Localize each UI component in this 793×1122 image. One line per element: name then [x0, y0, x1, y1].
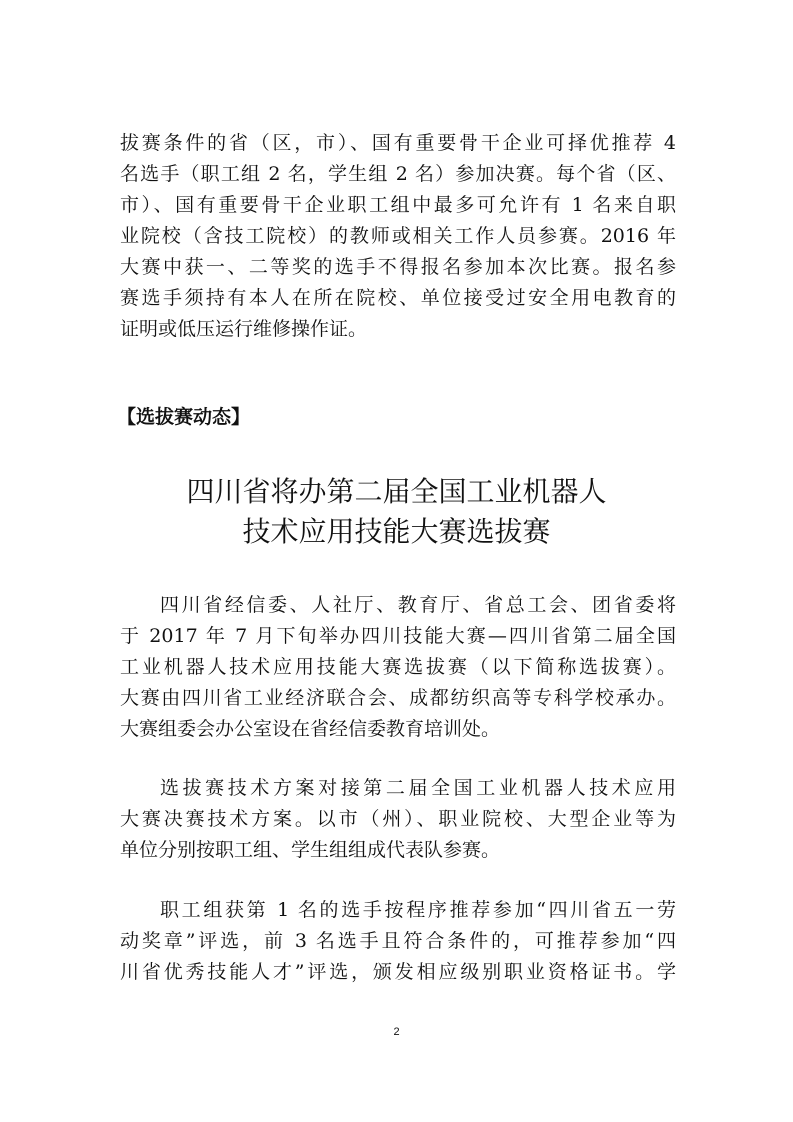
intro-line: 拔赛条件的省（区，市）、国有重要骨干企业可择优推荐 4 [120, 132, 676, 154]
body-paragraph-1 [120, 590, 676, 745]
article-title-line: 技术应用技能大赛选拔赛 [242, 515, 551, 548]
paragraph-line: 选拔赛技术方案对接第二届全国工业机器人技术应用 [160, 777, 676, 799]
article-title [0, 472, 793, 552]
article-title-line: 四川省将办第二届全国工业机器人 [186, 475, 607, 508]
intro-line: 市）、国有重要骨干企业职工组中最多可允许有 1 名来自职 [120, 194, 676, 216]
paragraph-line: 四川省经信委、人社厅、教育厅、省总工会、团省委将 [160, 594, 676, 616]
paragraph-line: 大赛组委会办公室设在省经信委教育培训处。 [120, 718, 501, 740]
paragraph-line: 于 2017 年 7 月下旬举办四川技能大赛—四川省第二届全国 [120, 625, 676, 647]
intro-line: 大赛中获一、二等奖的选手不得报名参加本次比赛。报名参 [120, 256, 676, 278]
paragraph-line: 川省优秀技能人才”评选，颁发相应级别职业资格证书。学 [120, 961, 676, 983]
intro-line: 赛选手须持有本人在所在院校、单位接受过安全用电教育的 [120, 287, 676, 309]
section-heading: 【选拔赛动态】 [117, 406, 251, 428]
paragraph-line: 单位分别按职工组、学生组组成代表队参赛。 [120, 839, 501, 861]
body-paragraph-2 [120, 773, 676, 866]
body-paragraph-3 [120, 895, 676, 988]
intro-line: 业院校（含技工院校）的教师或相关工作人员参赛。2016 年 [120, 225, 676, 247]
intro-paragraph [120, 128, 676, 345]
paragraph-line: 职工组获第 1 名的选手按程序推荐参加“四川省五一劳 [160, 899, 676, 921]
paragraph-line: 动奖章”评选，前 3 名选手且符合条件的，可推荐参加“四 [120, 930, 676, 952]
intro-line: 名选手（职工组 2 名，学生组 2 名）参加决赛。每个省（区、 [120, 163, 676, 185]
page-number: 2 [393, 1026, 400, 1038]
paragraph-line: 大赛由四川省工业经济联合会、成都纺织高等专科学校承办。 [120, 687, 676, 709]
paragraph-line: 工业机器人技术应用技能大赛选拔赛（以下简称选拔赛）。 [120, 656, 676, 678]
paragraph-line: 大赛决赛技术方案。以市（州）、职业院校、大型企业等为 [120, 808, 676, 830]
intro-line: 证明或低压运行维修操作证。 [120, 318, 368, 340]
